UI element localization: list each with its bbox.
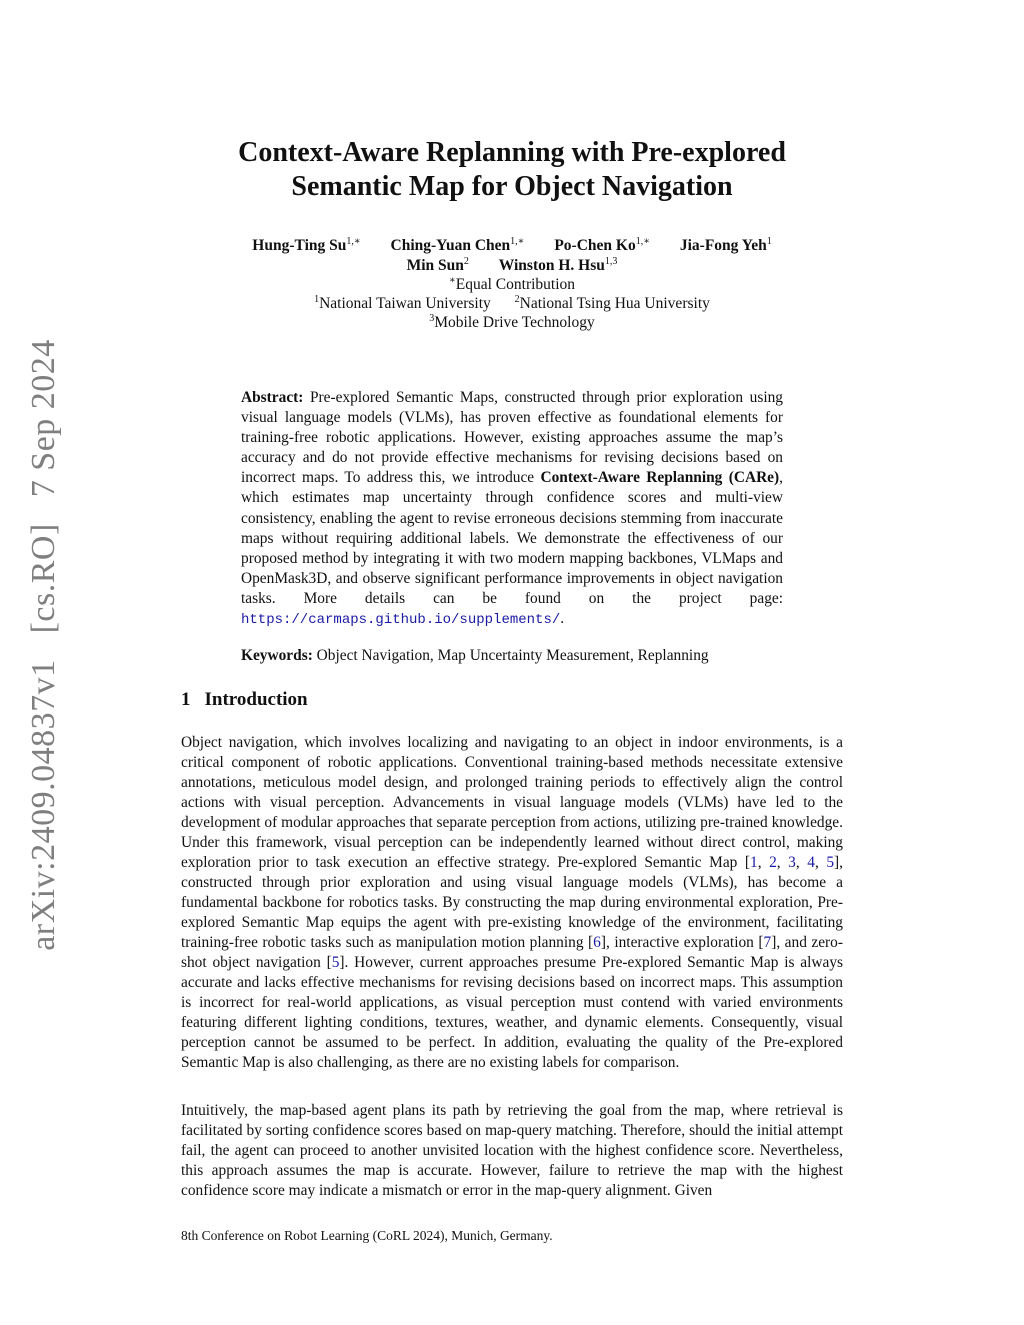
affiliations-row-1 [180, 294, 844, 313]
affiliations-row-2 [180, 313, 844, 332]
conference-footnote: 8th Conference on Robot Learning (CoRL 2024), Munich, Germany. [181, 1228, 553, 1243]
citation-link[interactable]: 5 [331, 954, 340, 971]
method-name: Context-Aware Replanning (CARe) [540, 469, 780, 487]
equal-contribution-note: ∗Equal Contribution [448, 275, 576, 293]
citation-link[interactable]: 7 [763, 934, 772, 951]
abstract: Abstract: Pre-explored Semantic Maps, constructed through prior exploration using visual language models (VLMs), has proven effective as foundational elements for training-free robotic applications. However, existing approaches assume the map’s accuracy and do not provide effective mechanisms for revising decisions based on incorrect maps. To address this, we introduce Context-Aware Replanning (CARe), which estimates map uncertainty through confidence scores and multi-view consistency, enabling the agent to revise erroneous decisions stemming from inaccurate maps without requiring additional labels. We demonstrate the effectiveness of our proposed method by integrating it with two modern mapping backbones, VLMaps and OpenMask3D, and observe significant performance improvements in object navigation tasks. More details can be found on the project page: https://carmaps.github.io/supplements/. [241, 389, 783, 629]
citation-link[interactable]: 2 [769, 854, 777, 871]
author: Winston H. Hsu$^{1,3}$ [498, 256, 618, 274]
author-list-row-1 [180, 236, 844, 256]
author: Jia-Fong Yeh$^1$ [679, 236, 772, 254]
paper-title [180, 136, 844, 204]
project-page-link[interactable]: https://carmaps.github.io/supplements/ [241, 612, 561, 629]
citation-link[interactable]: 4 [807, 854, 815, 871]
keywords: Keywords: Object Navigation, Map Uncertainty Measurement, Replanning [241, 647, 709, 664]
intro-paragraph-2: Intuitively, the map-based agent plans its path by retrieving the goal from the map, where retrieval is facilitated by sorting confidence scores based on map-query matching. Therefore, should the initial attempt fail, the agent can proceed to another unvisited location with the highest confidence score. Nevertheless, this approach assumes the map is accurate. However, failure to retrieve the map with the highest confidence score may indicate a mismatch or error in the map-query alignment. Given [181, 1102, 843, 1199]
arxiv-id: arXiv:2409.04837v1 [25, 659, 62, 951]
arxiv-date: 7 Sep 2024 [25, 339, 62, 498]
arxiv-identifier-stamp [25, 339, 63, 951]
citation-link[interactable]: 1 [750, 854, 758, 871]
affiliation: $^1$National Taiwan University [314, 294, 491, 312]
author-list-row-2 [180, 256, 844, 276]
title-line-2: Semantic Map for Object Navigation [291, 171, 733, 202]
citation-link[interactable]: 5 [826, 854, 835, 871]
section-heading-introduction: 1 Introduction [181, 689, 308, 710]
author: Min Sun$^2$ [406, 256, 469, 274]
arxiv-category: [cs.RO] [25, 523, 62, 634]
author: Hung-Ting $Su^{1,∗}$ [252, 236, 361, 254]
abstract-label: Abstract: [241, 389, 304, 406]
author: Po-Chen $Ko^{1,∗}$ [554, 236, 650, 254]
affiliation: $^3$Mobile Drive Technology [429, 313, 595, 331]
author: Ching-Yuan Chen$^{1,∗}$ [390, 236, 525, 254]
keywords-label: Keywords: [241, 647, 313, 664]
title-line-1: Context-Aware Replanning with Pre-explored [238, 137, 786, 168]
affiliation: $^2$National Tsing Hua University [514, 294, 710, 312]
citation-link[interactable]: 6 [593, 934, 601, 951]
citation-link[interactable]: 3 [788, 854, 796, 871]
intro-paragraph-1: Object navigation, which involves localizing and navigating to an object in indoor environments, is a critical component of robotic applications. Conventional training-based methods necessitate extensive annotations, meticulous model design, and prolonged training periods to effectively align the control actions with visual perception. Advancements in visual language models (VLMs) have led to the development of modular approaches that separate perception from actions, utilizing pre-trained knowledge. Under this framework, visual perception can be independently learned without direct control, making exploration prior to task execution an effective strategy. Pre-explored Semantic Map [1, 2, 3, 4, 5], constructed through prior exploration and using visual language models (VLMs), has become a fundamental backbone for robotics tasks. By constructing the map during environmental exploration, Pre-explored Semantic Map equips the agent with pre-existing knowledge of the environment, facilitating training-free robotic tasks such as manipulation motion planning [6], interactive exploration [7], and zero-shot object navigation [5]. However, current approaches presume Pre-explored Semantic Map is always accurate and lacks effective mechanisms for revising decisions based on incorrect maps. This assumption is incorrect for real-world applications, as visual perception must contend with varied environments featuring different lighting conditions, textures, weather, and dynamic elements. Consequently, visual perception cannot be assumed to be perfect. In addition, evaluating the quality of the Pre-explored Semantic Map is also challenging, as there are no existing labels for comparison. [181, 734, 844, 1071]
